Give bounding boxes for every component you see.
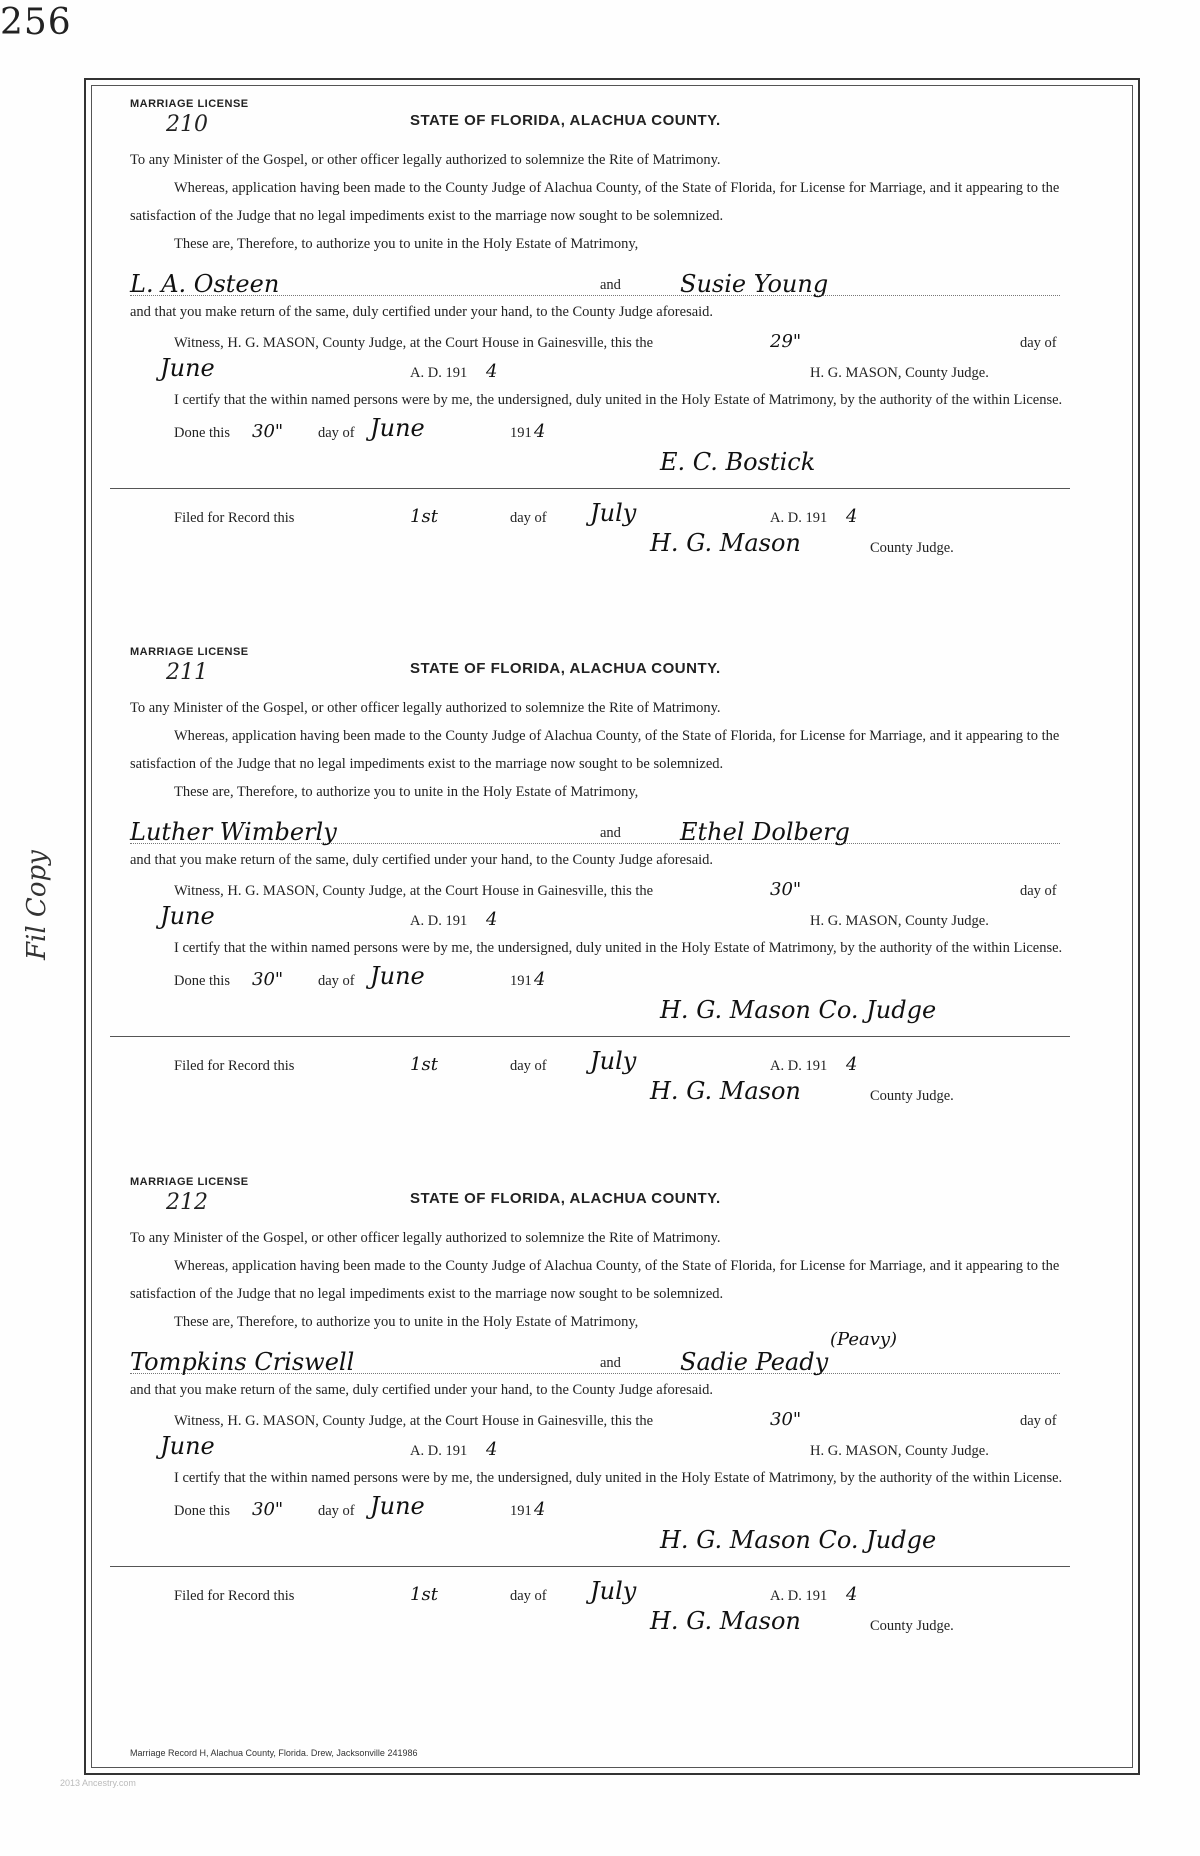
witness-month: June [160, 1432, 215, 1460]
to-minister-text: To any Minister of the Gospel, or other officer legally authorized to solemnize the Rite of Matrimony. [130, 1230, 721, 1246]
whereas-text: Whereas, application having been made to the County Judge of Alachua County, of the State of Florida, for License for Marriage, and it appearing to the satisfaction of the Judge that no legal impediments exist to the marriage now sought to be solemnized. [130, 728, 1060, 772]
witness-text: Witness, H. G. MASON, County Judge, at the Court House in Gainesville, this the [174, 883, 654, 899]
witness-text: Witness, H. G. MASON, County Judge, at the Court House in Gainesville, this the [174, 335, 654, 351]
day-of-label: day of [318, 1503, 355, 1519]
license-number: 211 [166, 660, 208, 685]
filed-signature: H. G. Mason [650, 1607, 801, 1635]
state-heading: STATE OF FLORIDA, ALACHUA COUNTY. [410, 112, 721, 129]
county-judge-signature: H. G. MASON, County Judge. [810, 913, 989, 929]
filed-year: 4 [846, 506, 858, 527]
witness-year: 4 [486, 909, 498, 930]
filed-month: July [590, 1047, 637, 1075]
done-year: 4 [534, 421, 546, 442]
witness-date-row [130, 904, 1080, 934]
certify-text: I certify that the within named persons were by me, the undersigned, duly united in the Holy Estate of Matrimony, by the authority of the within License. [174, 940, 1063, 956]
day-of-label: day of [1020, 335, 1057, 351]
names-row [130, 1329, 1080, 1376]
officiant-signature: E. C. Bostick [660, 448, 816, 476]
witness-day: 30" [770, 879, 802, 900]
state-heading: STATE OF FLORIDA, ALACHUA COUNTY. [410, 660, 721, 677]
witness-month: June [160, 354, 215, 382]
copyright-watermark: 2013 Ancestry.com [60, 1778, 136, 1788]
day-of-label: day of [1020, 883, 1057, 899]
officiant-signature: H. G. Mason Co. Judge [660, 1526, 937, 1554]
filed-row [130, 1037, 1080, 1079]
year-label: 191 [510, 1503, 532, 1519]
day-of-label: day of [510, 1588, 547, 1604]
state-heading: STATE OF FLORIDA, ALACHUA COUNTY. [410, 1190, 721, 1207]
filed-row [130, 489, 1080, 531]
filed-year: 4 [846, 1054, 858, 1075]
day-of-label: day of [510, 1058, 547, 1074]
witness-row [130, 326, 1080, 356]
done-year: 4 [534, 969, 546, 990]
done-month: June [370, 1492, 425, 1520]
witness-day: 29" [770, 331, 802, 352]
done-day: 30" [252, 1499, 284, 1520]
and-label: and [600, 825, 621, 841]
return-text: and that you make return of the same, duly certified under your hand, to the County Judge aforesaid. [130, 304, 714, 320]
day-of-label: day of [1020, 1413, 1057, 1429]
filed-row [130, 1567, 1080, 1609]
day-of-label: day of [318, 425, 355, 441]
bride-name: Susie Young [680, 270, 829, 298]
filed-year: 4 [846, 1584, 858, 1605]
to-minister-text: To any Minister of the Gospel, or other officer legally authorized to solemnize the Rite of Matrimony. [130, 700, 721, 716]
ad-label: A. D. 191 [770, 1588, 828, 1604]
witness-day: 30" [770, 1409, 802, 1430]
county-judge-label: County Judge. [870, 1618, 954, 1634]
filed-day: 1st [410, 1054, 438, 1075]
witness-row [130, 1404, 1080, 1434]
and-label: and [600, 1355, 621, 1371]
filed-day: 1st [410, 506, 438, 527]
ad-label: A. D. 191 [410, 365, 468, 381]
filed-month: July [590, 1577, 637, 1605]
done-year: 4 [534, 1499, 546, 1520]
and-label: and [600, 277, 621, 293]
margin-note: Fil Copy [22, 850, 52, 960]
day-of-label: day of [510, 510, 547, 526]
filed-month: July [590, 499, 637, 527]
these-are-text: These are, Therefore, to authorize you to unite in the Holy Estate of Matrimony, [174, 784, 639, 800]
ad-label: A. D. 191 [770, 1058, 828, 1074]
bride-note: (Peavy) [830, 1329, 898, 1350]
done-row [130, 1492, 1080, 1524]
marriage-license-211 [130, 646, 1080, 1109]
certify-text: I certify that the within named persons were by me, the undersigned, duly united in the Holy Estate of Matrimony, by the authority of the within License. [174, 1470, 1063, 1486]
witness-month: June [160, 902, 215, 930]
officiant-row [130, 994, 1080, 1028]
done-month: June [370, 414, 425, 442]
filed-label: Filed for Record this [174, 1588, 295, 1604]
witness-year: 4 [486, 361, 498, 382]
these-are-text: These are, Therefore, to authorize you to unite in the Holy Estate of Matrimony, [174, 1314, 639, 1330]
marriage-license-212 [130, 1176, 1080, 1639]
filed-signature-row [130, 1609, 1080, 1639]
marriage-license-210 [130, 98, 1080, 561]
names-row [130, 258, 1080, 298]
done-this-label: Done this [174, 1503, 230, 1519]
officiant-signature: H. G. Mason Co. Judge [660, 996, 937, 1024]
done-day: 30" [252, 969, 284, 990]
done-day: 30" [252, 421, 284, 442]
county-judge-label: County Judge. [870, 1088, 954, 1104]
done-month: June [370, 962, 425, 990]
license-label: MARRIAGE LICENSE [130, 1176, 249, 1188]
done-row [130, 414, 1080, 446]
ad-label: A. D. 191 [410, 1443, 468, 1459]
officiant-row [130, 446, 1080, 480]
year-label: 191 [510, 425, 532, 441]
witness-year: 4 [486, 1439, 498, 1460]
groom-name: L. A. Osteen [130, 270, 280, 298]
to-minister-text: To any Minister of the Gospel, or other officer legally authorized to solemnize the Rite of Matrimony. [130, 152, 721, 168]
groom-name: Tompkins Criswell [130, 1348, 355, 1376]
license-label: MARRIAGE LICENSE [130, 98, 249, 110]
return-text: and that you make return of the same, duly certified under your hand, to the County Judge aforesaid. [130, 852, 714, 868]
day-of-label: day of [318, 973, 355, 989]
filed-day: 1st [410, 1584, 438, 1605]
ad-label: A. D. 191 [410, 913, 468, 929]
certify-text: I certify that the within named persons were by me, the undersigned, duly united in the Holy Estate of Matrimony, by the authority of the within License. [174, 392, 1063, 408]
record-footer: Marriage Record H, Alachua County, Florida. Drew, Jacksonville 241986 [130, 1748, 418, 1758]
filed-signature: H. G. Mason [650, 529, 801, 557]
officiant-row [130, 1524, 1080, 1558]
return-text: and that you make return of the same, duly certified under your hand, to the County Judge aforesaid. [130, 1382, 714, 1398]
witness-date-row [130, 1434, 1080, 1464]
filed-signature: H. G. Mason [650, 1077, 801, 1105]
bride-name: Sadie Peady [680, 1348, 829, 1376]
filed-label: Filed for Record this [174, 1058, 295, 1074]
filed-signature-row [130, 1079, 1080, 1109]
witness-row [130, 874, 1080, 904]
bride-name: Ethel Dolberg [680, 818, 850, 846]
filed-signature-row [130, 531, 1080, 561]
whereas-text: Whereas, application having been made to the County Judge of Alachua County, of the State of Florida, for License for Marriage, and it appearing to the satisfaction of the Judge that no legal impediments exist to the marriage now sought to be solemnized. [130, 180, 1060, 224]
ad-label: A. D. 191 [770, 510, 828, 526]
names-row [130, 806, 1080, 846]
witness-date-row [130, 356, 1080, 386]
license-label: MARRIAGE LICENSE [130, 646, 249, 658]
whereas-text: Whereas, application having been made to the County Judge of Alachua County, of the State of Florida, for License for Marriage, and it appearing to the satisfaction of the Judge that no legal impediments exist to the marriage now sought to be solemnized. [130, 1258, 1060, 1302]
license-number: 212 [166, 1190, 208, 1215]
filed-label: Filed for Record this [174, 510, 295, 526]
done-this-label: Done this [174, 973, 230, 989]
done-this-label: Done this [174, 425, 230, 441]
year-label: 191 [510, 973, 532, 989]
license-number: 210 [166, 112, 208, 137]
groom-name: Luther Wimberly [130, 818, 337, 846]
these-are-text: These are, Therefore, to authorize you to unite in the Holy Estate of Matrimony, [174, 236, 639, 252]
county-judge-signature: H. G. MASON, County Judge. [810, 1443, 989, 1459]
done-row [130, 962, 1080, 994]
county-judge-label: County Judge. [870, 540, 954, 556]
county-judge-signature: H. G. MASON, County Judge. [810, 365, 989, 381]
witness-text: Witness, H. G. MASON, County Judge, at the Court House in Gainesville, this the [174, 1413, 654, 1429]
page-number: 256 [0, 2, 72, 43]
